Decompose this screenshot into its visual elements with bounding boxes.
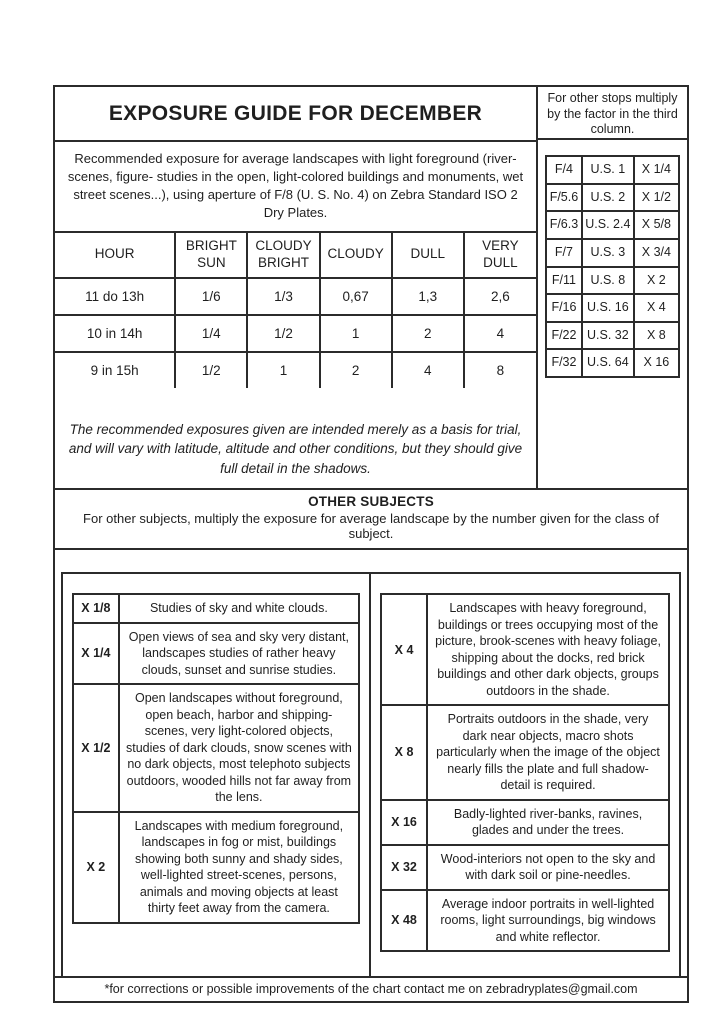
column-header-cloudy-bright: CLOUDY BRIGHT [247,233,319,278]
subject-description: Average indoor portraits in well-lighted rooms, light surroundings, big windows and white reflector. [427,890,669,952]
fstop-cell: F/32 [546,349,582,377]
hour-cell: 11 do 13h [55,278,175,315]
table-row [381,890,669,952]
multiplier-cell: X 32 [381,845,427,890]
hour-table-header-row [55,233,536,278]
exposure-value: 4 [464,315,536,352]
exposure-value: 4 [392,352,464,388]
multiplier-cell: X 1/8 [73,594,119,623]
exposure-value: 2 [320,352,392,388]
factor-cell: X 1/2 [634,184,679,212]
stops-column [538,87,687,488]
other-subjects-subtitle: For other subjects, multiply the exposure for average landscape by the number given for the class of subject. [83,511,659,542]
stops-conversion-table [545,155,680,378]
multiplier-cell: X 4 [381,594,427,705]
exposure-value: 1/3 [247,278,319,315]
fstop-cell: F/22 [546,322,582,350]
exposure-value: 2 [392,315,464,352]
table-row [73,684,359,812]
table-row [381,705,669,800]
hour-cell: 9 in 15h [55,352,175,388]
table-row [546,239,679,267]
us-number-cell: U.S. 1 [582,156,634,184]
other-subjects-title: OTHER SUBJECTS [308,494,434,510]
trial-basis-note: The recommended exposures given are intended merely as a basis for trial, and will vary with latitude, altitude and other conditions, but they should give full detail in the shadows. [68,421,523,476]
page-title: EXPOSURE GUIDE FOR DECEMBER [55,87,536,142]
column-header-hour: HOUR [55,233,175,278]
exposure-value: 2,6 [464,278,536,315]
table-row [381,845,669,890]
exposure-value: 8 [464,352,536,388]
table-row [546,184,679,212]
column-header-cloudy: CLOUDY [320,233,392,278]
us-number-cell: U.S. 3 [582,239,634,267]
column-header-very-dull: VERY DULL [464,233,536,278]
table-row [381,800,669,845]
column-header-dull: DULL [392,233,464,278]
table-row [55,315,536,352]
us-number-cell: U.S. 64 [582,349,634,377]
factor-cell: X 8 [634,322,679,350]
exposure-value: 1,3 [392,278,464,315]
stops-table-wrapper [538,140,687,488]
subjects-box [61,572,681,976]
table-row [381,594,669,705]
table-row [73,594,359,623]
table-row [546,156,679,184]
exposure-value: 0,67 [320,278,392,315]
table-row [73,812,359,923]
subject-description: Open landscapes without foreground, open beach, harbor and shipping-scenes, very light-colored objects, studies of dark clouds, snow scenes with no dark objects, most telephoto subjects outdoors, wooded hills not far away from the lens. [119,684,359,812]
fstop-cell: F/16 [546,294,582,322]
table-row [546,294,679,322]
subject-description: Studies of sky and white clouds. [119,594,359,623]
us-number-cell: U.S. 8 [582,267,634,295]
table-row [546,349,679,377]
exposure-value: 1/4 [175,315,247,352]
exposure-value: 1/2 [247,315,319,352]
fstop-cell: F/4 [546,156,582,184]
subjects-left-half [63,574,371,976]
subject-description: Badly-lighted river-banks, ravines, glades and under the trees. [427,800,669,845]
subject-description: Portraits outdoors in the shade, very dark near objects, macro shots particularly when the image of the object nearly fills the plate and full shadow-detail is required. [427,705,669,800]
multiplier-cell: X 1/2 [73,684,119,812]
us-number-cell: U.S. 32 [582,322,634,350]
table-row [546,322,679,350]
table-row [73,623,359,685]
us-number-cell: U.S. 2.4 [582,211,634,239]
subject-description: Open views of sea and sky very distant, landscapes studies of rather heavy clouds, sunset and sunrise studies. [119,623,359,685]
stops-column-header: For other stops multiply by the factor in the third column. [538,87,687,140]
hour-exposure-table [55,233,536,388]
exposure-description: Recommended exposure for average landscapes with light foreground (river-scenes, figure- studies in the open, light-colored buildings and monuments, wet street scenes...), using aperture of F/8 (U. S. No. 4) on Zebra Standard ISO 2 Dry Plates. [55,142,536,233]
exposure-value: 1 [247,352,319,388]
factor-cell: X 4 [634,294,679,322]
top-region [55,87,687,488]
exposure-guide-sheet [53,85,689,1003]
table-row [546,267,679,295]
us-number-cell: U.S. 2 [582,184,634,212]
main-column [55,87,538,488]
us-number-cell: U.S. 16 [582,294,634,322]
factor-cell: X 1/4 [634,156,679,184]
multiplier-cell: X 1/4 [73,623,119,685]
multiplier-cell: X 8 [381,705,427,800]
fstop-cell: F/7 [546,239,582,267]
contact-footer: *for corrections or possible improvements of the chart contact me on zebradryplates@gmail.com [55,976,687,1001]
factor-cell: X 3/4 [634,239,679,267]
table-row [546,211,679,239]
factor-cell: X 16 [634,349,679,377]
multiplier-cell: X 2 [73,812,119,923]
exposure-value: 1/2 [175,352,247,388]
other-subjects-header [55,488,687,550]
hour-cell: 10 in 14h [55,315,175,352]
subjects-area [55,550,687,976]
subjects-right-half [371,574,679,976]
exposure-value: 1 [320,315,392,352]
factor-cell: X 5/8 [634,211,679,239]
column-header-bright-sun: BRIGHT SUN [175,233,247,278]
subject-description: Wood-interiors not open to the sky and with dark soil or pine-needles. [427,845,669,890]
subjects-table-right [380,593,670,952]
exposure-value: 1/6 [175,278,247,315]
fstop-cell: F/11 [546,267,582,295]
multiplier-cell: X 48 [381,890,427,952]
subject-description: Landscapes with heavy foreground, buildings or trees occupying most of the picture, brook-scenes with heavy foliage, shipping about the docks, red brick buildings and other dark objects, groups outdoors in the shade. [427,594,669,705]
subjects-table-left [72,593,360,924]
factor-cell: X 2 [634,267,679,295]
table-row [55,352,536,388]
multiplier-cell: X 16 [381,800,427,845]
subject-description: Landscapes with medium foreground, landscapes in fog or mist, buildings showing both sunny and shady sides, well-lighted street-scenes, persons, animals and moving objects at least thirty feet away from the camera. [119,812,359,923]
fstop-cell: F/6.3 [546,211,582,239]
table-row [55,278,536,315]
fstop-cell: F/5.6 [546,184,582,212]
